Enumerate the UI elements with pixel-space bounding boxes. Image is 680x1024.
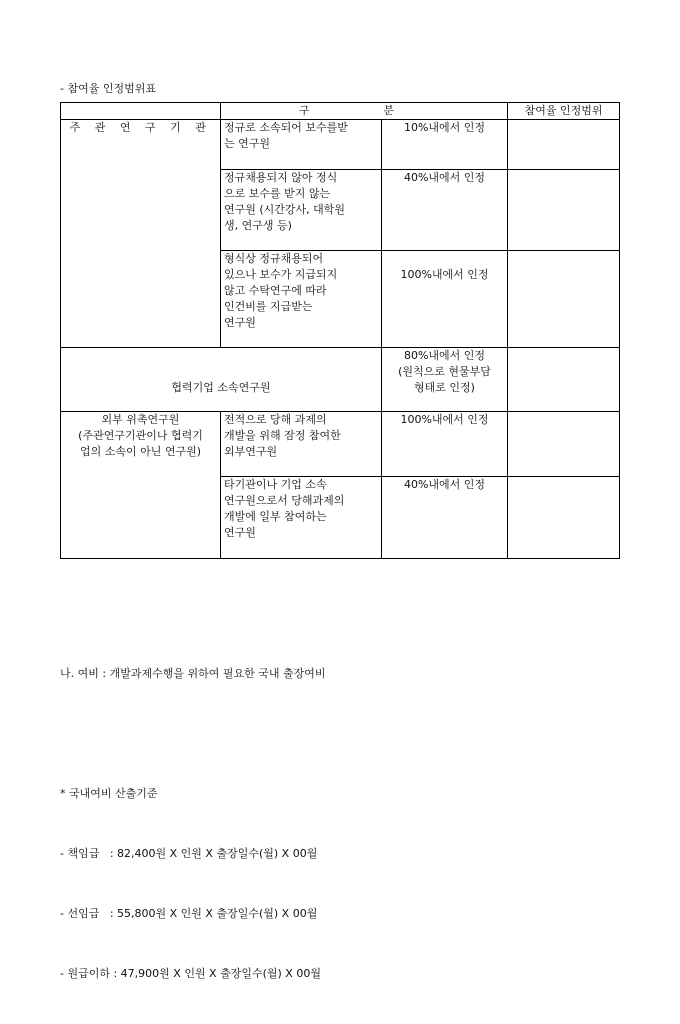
row-description: 전적으로 당해 과제의 개발을 위해 잠정 참여한 외부연구원 [221, 412, 382, 477]
header-range-cell: 참여율 인정범위 [508, 103, 620, 120]
row-description: 정규채용되지 않아 정식 으로 보수를 받지 않는 연구원 (시간강사, 대학원 생, 연구생 등) [221, 170, 382, 251]
row-description: 형식상 정규채용되어 있으나 보수가 지급되지 않고 수탁연구에 따라 인건비를 지급받는 연구원 [221, 251, 382, 348]
row-percentage: 100%내에서 인정 [382, 412, 508, 477]
row-percentage: 100%내에서 인정 [382, 251, 508, 348]
header-blank-cell [61, 103, 221, 120]
travel-basis-title: * 국내여비 산출기준 [60, 787, 158, 800]
table-row [61, 348, 620, 412]
travel-line-principal: - 선임급 : 55,800원 X 인원 X 출장일수(월) X 00월 [60, 907, 318, 920]
group-label-external-researcher: 외부 위촉연구원 (주관연구기관이나 협력기 업의 소속이 아닌 연구원) [61, 412, 221, 559]
row-range [508, 348, 620, 412]
group-label-main-institution: 주 관 연 구 기 관 [61, 120, 221, 348]
row-percentage: 10%내에서 인정 [382, 120, 508, 170]
row-range [508, 477, 620, 559]
row-range [508, 412, 620, 477]
travel-expense-section [60, 624, 325, 1024]
table-heading: - 참여율 인정범위표 [60, 82, 156, 95]
row-range [508, 251, 620, 348]
travel-line-junior: - 원급이하 : 47,900원 X 인원 X 출장일수(월) X 00월 [60, 967, 321, 980]
travel-title: 나. 여비 : 개발과제수행을 위하여 필요한 국내 출장여비 [60, 667, 326, 680]
row-percentage: 80%내에서 인정 (원칙으로 현물부담 형태로 인정) [382, 348, 508, 412]
table-row [61, 412, 620, 477]
row-description: 정규로 소속되어 보수를받 는 연구원 [221, 120, 382, 170]
table-row [61, 120, 620, 170]
row-percentage: 40%내에서 인정 [382, 170, 508, 251]
row-range [508, 170, 620, 251]
row-percentage: 40%내에서 인정 [382, 477, 508, 559]
row-description: 타기관이나 기업 소속 연구원으로서 당해과제의 개발에 일부 참여하는 연구원 [221, 477, 382, 559]
table-header-row [61, 103, 620, 120]
header-category-label: 구 분 [298, 104, 430, 117]
spacer [60, 724, 325, 744]
row-range [508, 120, 620, 170]
header-category-cell [221, 103, 508, 120]
group-label-partner-company: 협력기업 소속연구원 [61, 348, 382, 412]
travel-line-senior: - 책임급 : 82,400원 X 인원 X 출장일수(월) X 00월 [60, 847, 318, 860]
participation-range-table [60, 102, 620, 559]
